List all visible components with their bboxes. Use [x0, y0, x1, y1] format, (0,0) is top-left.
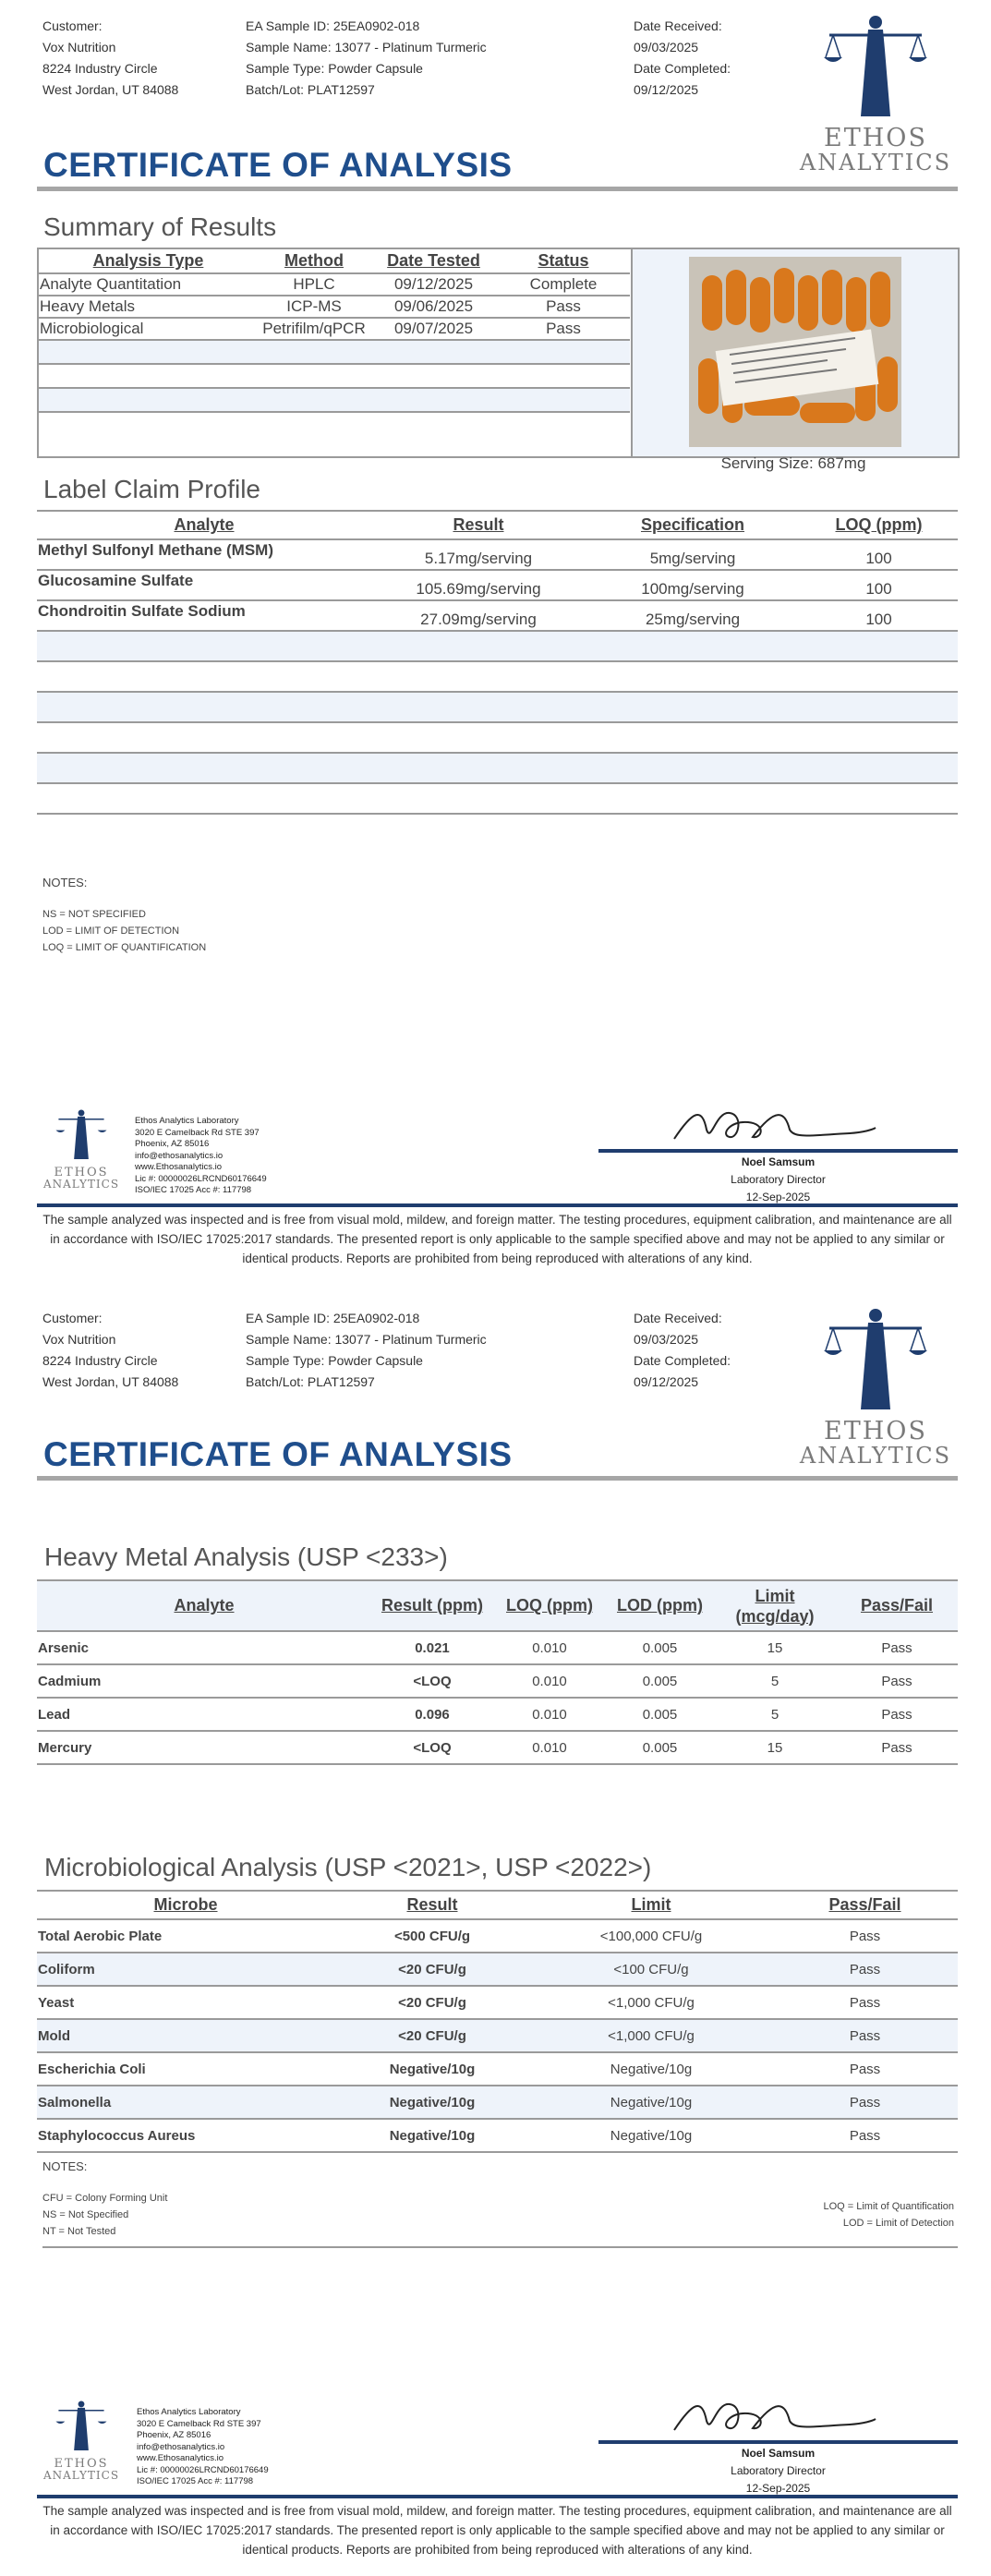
label-cell: 5.17mg/serving: [424, 550, 533, 567]
micro-cell: <1,000 CFU/g: [608, 1994, 695, 2011]
heavy-metals-title: Heavy Metal Analysis (USP <233>): [44, 1542, 448, 1571]
note-line: NT = Not Tested: [42, 2226, 116, 2237]
summary-col-status: Status: [538, 251, 589, 270]
micro-col-passfail: Pass/Fail: [828, 1895, 901, 1914]
table-row: [37, 2119, 958, 2152]
table-row: [37, 1698, 958, 1731]
hm-cell: Pass: [881, 1706, 912, 1723]
hm-col-lod: LOD (ppm): [617, 1596, 703, 1615]
customer-name: Vox Nutrition: [42, 1332, 116, 1347]
micro-cell: Total Aerobic Plate: [38, 1928, 163, 1944]
summary-cell: Pass: [546, 297, 581, 315]
label-cell: 25mg/serving: [645, 611, 741, 628]
micro-cell: Staphylococcus Aureus: [38, 2127, 196, 2144]
customer-address1: 8224 Industry Circle: [42, 1353, 158, 1368]
note-line: LOD = LIMIT OF DETECTION: [42, 925, 180, 937]
heavy-metals-wrap: [37, 1579, 958, 1765]
hm-cell: 0.096: [415, 1706, 450, 1723]
summary-cell: HPLC: [293, 275, 335, 293]
logo-text-ethos: ETHOS: [824, 1417, 927, 1445]
hm-cell: 5: [770, 1673, 780, 1689]
summary-cell: Microbiological: [40, 320, 144, 337]
customer-block: [42, 16, 178, 101]
page-title: CERTIFICATE OF ANALYSIS: [43, 1435, 513, 1473]
hm-cell: Pass: [881, 1673, 912, 1689]
table-row: [39, 412, 630, 436]
table-row: [37, 2086, 958, 2119]
micro-cell: Coliform: [38, 1961, 95, 1977]
table-row: [39, 340, 630, 364]
micro-cell: <20 CFU/g: [398, 1961, 466, 1977]
customer-block: [42, 1308, 178, 1393]
page-title: CERTIFICATE OF ANALYSIS: [43, 146, 513, 184]
lab-address: [137, 2407, 269, 2488]
label-cell: 105.69mg/serving: [416, 580, 541, 598]
label-claim-title: Label Claim Profile: [43, 475, 260, 503]
hm-cell: 0.005: [642, 1673, 678, 1689]
table-row: [39, 296, 630, 318]
footer-logo: [35, 1108, 127, 1191]
table-row: [37, 2052, 958, 2086]
summary-col-analysis-type: Analysis Type: [92, 251, 204, 270]
note-line: NS = Not Specified: [42, 2209, 129, 2220]
dates-block: [634, 1308, 731, 1393]
signer-role: Laboratory Director: [731, 1173, 826, 1186]
signer-date: 12-Sep-2025: [745, 2482, 811, 2495]
lab-license: Lic #: 00000026LRCND60176649: [135, 1173, 267, 1184]
micro-cell: Negative/10g: [389, 2061, 476, 2077]
label-claim-table: [37, 512, 958, 815]
table-row: [37, 1631, 958, 1664]
hm-cell: Mercury: [38, 1739, 92, 1756]
justice-figure-icon: [820, 13, 931, 122]
note-line: LOQ = Limit of Quantification: [823, 2201, 954, 2212]
hm-cell: <LOQ: [413, 1739, 452, 1756]
footer-logo-analytics: ANALYTICS: [42, 2469, 120, 2482]
note-line: LOQ = LIMIT OF QUANTIFICATION: [42, 942, 207, 953]
label-col-analyte: Analyte: [174, 515, 235, 534]
label-claim-wrap: [37, 510, 958, 815]
date-received-label: Date Received:: [634, 18, 722, 33]
label-cell: 27.09mg/serving: [420, 611, 537, 628]
summary-cell: Heavy Metals: [40, 297, 135, 315]
label-col-spec: Specification: [640, 515, 745, 534]
micro-col-microbe: Microbe: [153, 1895, 218, 1914]
date-completed: 09/12/2025: [634, 1374, 699, 1389]
disclaimer: The sample analyzed was inspected and is free from visual mold, mildew, and foreign matter. The testing procedures, equipment calibration, and maintenance are all in accordance with ISO/IEC 17025:2017 standards. The presented report is only applicable to the sample specified above and may not be applied to any similar or identical products. Reports are prohibited from being reproduced with alterations of any kind.: [42, 2504, 952, 2557]
label-cell: Methyl Sulfonyl Methane (MSM): [38, 541, 273, 559]
micro-cell: Yeast: [38, 1994, 75, 2011]
table-row: [37, 631, 958, 661]
table-row: [37, 1664, 958, 1698]
table-row: [37, 600, 958, 631]
micro-cell: Pass: [849, 2127, 881, 2144]
customer-address1: 8224 Industry Circle: [42, 61, 158, 76]
lab-name: Ethos Analytics Laboratory: [137, 2407, 241, 2417]
notes-right: [823, 2198, 954, 2231]
signer-date: 12-Sep-2025: [745, 1191, 811, 1203]
signature-rule: [598, 2440, 958, 2444]
title-rule: [37, 187, 958, 191]
table-row: [37, 753, 958, 783]
note-line: LOD = Limit of Detection: [842, 2218, 954, 2229]
lab-address: [135, 1116, 267, 1197]
hm-cell: 0.010: [532, 1706, 567, 1723]
note-line: NS = NOT SPECIFIED: [42, 909, 146, 920]
summary-cell: Pass: [546, 320, 581, 337]
summary-table-wrap: [37, 248, 633, 458]
lab-email: info@ethosanalytics.io: [135, 1150, 224, 1161]
micro-cell: <1,000 CFU/g: [608, 2027, 695, 2044]
micro-cell: Pass: [849, 1961, 881, 1977]
summary-cell: Complete: [529, 275, 598, 293]
label-cell: Glucosamine Sulfate: [38, 572, 194, 589]
page-2: [0, 1288, 991, 2575]
notes-block: [42, 2159, 958, 2248]
micro-col-result: Result: [406, 1895, 458, 1914]
signature-image: [665, 2393, 877, 2439]
micro-table: [37, 1892, 958, 2153]
serving-size: Serving Size: 687mg: [720, 454, 866, 472]
micro-cell: <100,000 CFU/g: [599, 1928, 703, 1944]
table-row: [37, 692, 958, 722]
hm-cell: 5: [770, 1706, 780, 1723]
date-received-label: Date Received:: [634, 1311, 722, 1325]
signature-block: [598, 1154, 958, 1206]
logo-text-analytics: ANALYTICS: [799, 1443, 952, 1469]
lab-email: info@ethosanalytics.io: [137, 2441, 225, 2452]
lab-address2: Phoenix, AZ 85016: [137, 2430, 211, 2440]
sample-type: Sample Type: Powder Capsule: [246, 1353, 423, 1368]
table-row: [37, 661, 958, 692]
customer-address2: West Jordan, UT 84088: [42, 82, 179, 97]
micro-cell: <100 CFU/g: [613, 1961, 689, 1977]
summary-title: Summary of Results: [43, 212, 277, 241]
ethos-logo: [792, 1306, 959, 1468]
logo-text-analytics: ANALYTICS: [799, 150, 952, 175]
hm-cell: 0.010: [532, 1739, 567, 1756]
label-cell: 100mg/serving: [641, 580, 744, 598]
hm-col-limit-line1: Limit: [755, 1586, 795, 1605]
hm-col-analyte: Analyte: [174, 1596, 235, 1615]
hm-cell: 15: [767, 1739, 783, 1756]
table-row: [37, 570, 958, 600]
table-row: [37, 2019, 958, 2052]
note-line: CFU = Colony Forming Unit: [42, 2193, 168, 2204]
table-row: [39, 318, 630, 340]
hm-cell: 0.010: [532, 1673, 567, 1689]
date-received: 09/03/2025: [634, 1332, 699, 1347]
date-completed: 09/12/2025: [634, 82, 699, 97]
hm-cell: <LOQ: [413, 1673, 452, 1689]
table-row: [37, 1919, 958, 1953]
date-received: 09/03/2025: [634, 40, 699, 54]
sample-type: Sample Type: Powder Capsule: [246, 61, 423, 76]
footer-logo-analytics: ANALYTICS: [42, 1178, 120, 1191]
table-row: [39, 273, 630, 296]
justice-figure-icon: [54, 1108, 109, 1162]
hm-cell: 0.005: [642, 1739, 678, 1756]
hm-col-limit: [714, 1581, 836, 1631]
footer-logo-ethos: ETHOS: [54, 2457, 109, 2471]
lab-address2: Phoenix, AZ 85016: [135, 1139, 210, 1149]
heavy-metals-table: [37, 1581, 958, 1765]
micro-cell: <20 CFU/g: [398, 1994, 466, 2011]
hm-cell: Lead: [38, 1706, 71, 1723]
footer-rule: [37, 2495, 958, 2498]
customer-address2: West Jordan, UT 84088: [42, 1374, 179, 1389]
label-cell: 100: [865, 580, 892, 598]
notes-label: NOTES:: [42, 876, 88, 889]
sample-id: EA Sample ID: 25EA0902-018: [246, 1311, 420, 1325]
micro-cell: Negative/10g: [389, 2127, 476, 2144]
hm-cell: Cadmium: [38, 1673, 102, 1689]
micro-wrap: [37, 1890, 958, 2153]
date-completed-label: Date Completed:: [634, 61, 731, 76]
batch-lot: Batch/Lot: PLAT12597: [246, 1374, 375, 1389]
lab-website: www.Ethosanalytics.io: [135, 1162, 222, 1172]
hm-cell: Pass: [881, 1739, 912, 1756]
title-rule: [37, 1476, 958, 1481]
table-row: [39, 364, 630, 388]
ethos-logo: [792, 13, 959, 175]
table-row: [37, 1953, 958, 1986]
micro-cell: Pass: [849, 1994, 881, 2011]
label-col-loq: LOQ (ppm): [835, 515, 923, 534]
notes-label: NOTES:: [42, 2159, 88, 2173]
summary-cell: 09/12/2025: [393, 275, 474, 293]
summary-cell: 09/06/2025: [393, 297, 474, 315]
batch-lot: Batch/Lot: PLAT12597: [246, 82, 375, 97]
disclaimer: The sample analyzed was inspected and is free from visual mold, mildew, and foreign matter. The testing procedures, equipment calibration, and maintenance are all in accordance with ISO/IEC 17025:2017 standards. The presented report is only applicable to the sample specified above and may not be applied to any similar or identical products. Reports are prohibited from being reproduced with alterations of any kind.: [42, 1213, 952, 1265]
signature-block: [598, 2445, 958, 2497]
table-row: [37, 722, 958, 753]
sample-block: [246, 16, 487, 101]
label-cell: 100: [865, 611, 892, 628]
micro-title: Microbiological Analysis (USP <2021>, USP <2022>): [44, 1853, 652, 1881]
dates-block: [634, 16, 731, 101]
notes-block: [42, 876, 206, 956]
hm-col-loq: LOQ (ppm): [506, 1596, 593, 1615]
hm-cell: Arsenic: [38, 1639, 90, 1656]
summary-col-method: Method: [284, 251, 344, 270]
signature-rule: [598, 1149, 958, 1153]
table-row: [37, 1986, 958, 2019]
label-cell: 5mg/serving: [649, 550, 736, 567]
micro-cell: Negative/10g: [389, 2094, 476, 2110]
hm-cell: Pass: [881, 1639, 912, 1656]
footer-logo-ethos: ETHOS: [54, 1166, 109, 1179]
summary-cell: 09/07/2025: [393, 320, 474, 337]
sample-name: Sample Name: 13077 - Platinum Turmeric: [246, 1332, 487, 1347]
hm-cell: 0.010: [532, 1639, 567, 1656]
hm-cell: 0.021: [415, 1639, 450, 1656]
micro-cell: <20 CFU/g: [398, 2027, 466, 2044]
micro-cell: Salmonella: [38, 2094, 112, 2110]
sample-id: EA Sample ID: 25EA0902-018: [246, 18, 420, 33]
product-image-box: [631, 248, 960, 458]
hm-cell: 15: [767, 1639, 783, 1656]
hm-col-result: Result (ppm): [381, 1596, 483, 1615]
sample-name: Sample Name: 13077 - Platinum Turmeric: [246, 40, 487, 54]
sample-block: [246, 1308, 487, 1393]
micro-cell: Pass: [849, 2061, 881, 2077]
footer-rule: [37, 1203, 958, 1207]
label-col-result: Result: [453, 515, 504, 534]
hm-col-limit-line2: (mcg/day): [735, 1606, 815, 1626]
micro-cell: Mold: [38, 2027, 70, 2044]
hm-col-passfail: Pass/Fail: [860, 1596, 934, 1615]
micro-cell: Pass: [849, 2094, 881, 2110]
micro-cell: Negative/10g: [610, 2094, 693, 2110]
micro-cell: Pass: [849, 1928, 881, 1944]
justice-figure-icon: [820, 1306, 931, 1415]
summary-table: [39, 249, 630, 436]
customer-name: Vox Nutrition: [42, 40, 116, 54]
summary-cell: ICP-MS: [286, 297, 342, 315]
table-row: [39, 388, 630, 412]
signer-name: Noel Samsum: [741, 1155, 816, 1168]
lab-iso: ISO/IEC 17025 Acc #: 117798: [137, 2476, 254, 2486]
micro-cell: <500 CFU/g: [393, 1928, 471, 1944]
micro-cell: Negative/10g: [610, 2127, 693, 2144]
customer-label: Customer:: [42, 18, 103, 33]
lab-iso: ISO/IEC 17025 Acc #: 117798: [135, 1185, 252, 1195]
signature-image: [665, 1102, 877, 1148]
summary-cell: Analyte Quantitation: [40, 275, 182, 293]
micro-cell: Negative/10g: [610, 2061, 693, 2077]
summary-col-date: Date Tested: [387, 251, 480, 270]
logo-text-ethos: ETHOS: [824, 124, 927, 152]
table-row: [37, 539, 958, 570]
table-row: [37, 1731, 958, 1764]
footer-logo: [35, 2400, 127, 2482]
capsule-bag-image: [689, 257, 901, 447]
customer-label: Customer:: [42, 1311, 103, 1325]
lab-website: www.Ethosanalytics.io: [137, 2453, 224, 2463]
micro-cell: Escherichia Coli: [38, 2061, 146, 2077]
lab-license: Lic #: 00000026LRCND60176649: [137, 2464, 269, 2475]
summary-cell: Petrifilm/qPCR: [262, 320, 366, 337]
justice-figure-icon: [54, 2400, 109, 2453]
lab-address1: 3020 E Camelback Rd STE 397: [135, 1127, 260, 1138]
hm-cell: 0.005: [642, 1639, 678, 1656]
hm-cell: 0.005: [642, 1706, 678, 1723]
label-cell: 100: [865, 550, 892, 567]
signer-name: Noel Samsum: [741, 2447, 816, 2460]
lab-address1: 3020 E Camelback Rd STE 397: [137, 2418, 261, 2429]
micro-cell: Pass: [849, 2027, 881, 2044]
date-completed-label: Date Completed:: [634, 1353, 731, 1368]
label-cell: Chondroitin Sulfate Sodium: [38, 602, 246, 620]
micro-col-limit: Limit: [631, 1895, 671, 1914]
table-row: [37, 783, 958, 814]
lab-name: Ethos Analytics Laboratory: [135, 1116, 239, 1126]
signer-role: Laboratory Director: [731, 2464, 826, 2477]
